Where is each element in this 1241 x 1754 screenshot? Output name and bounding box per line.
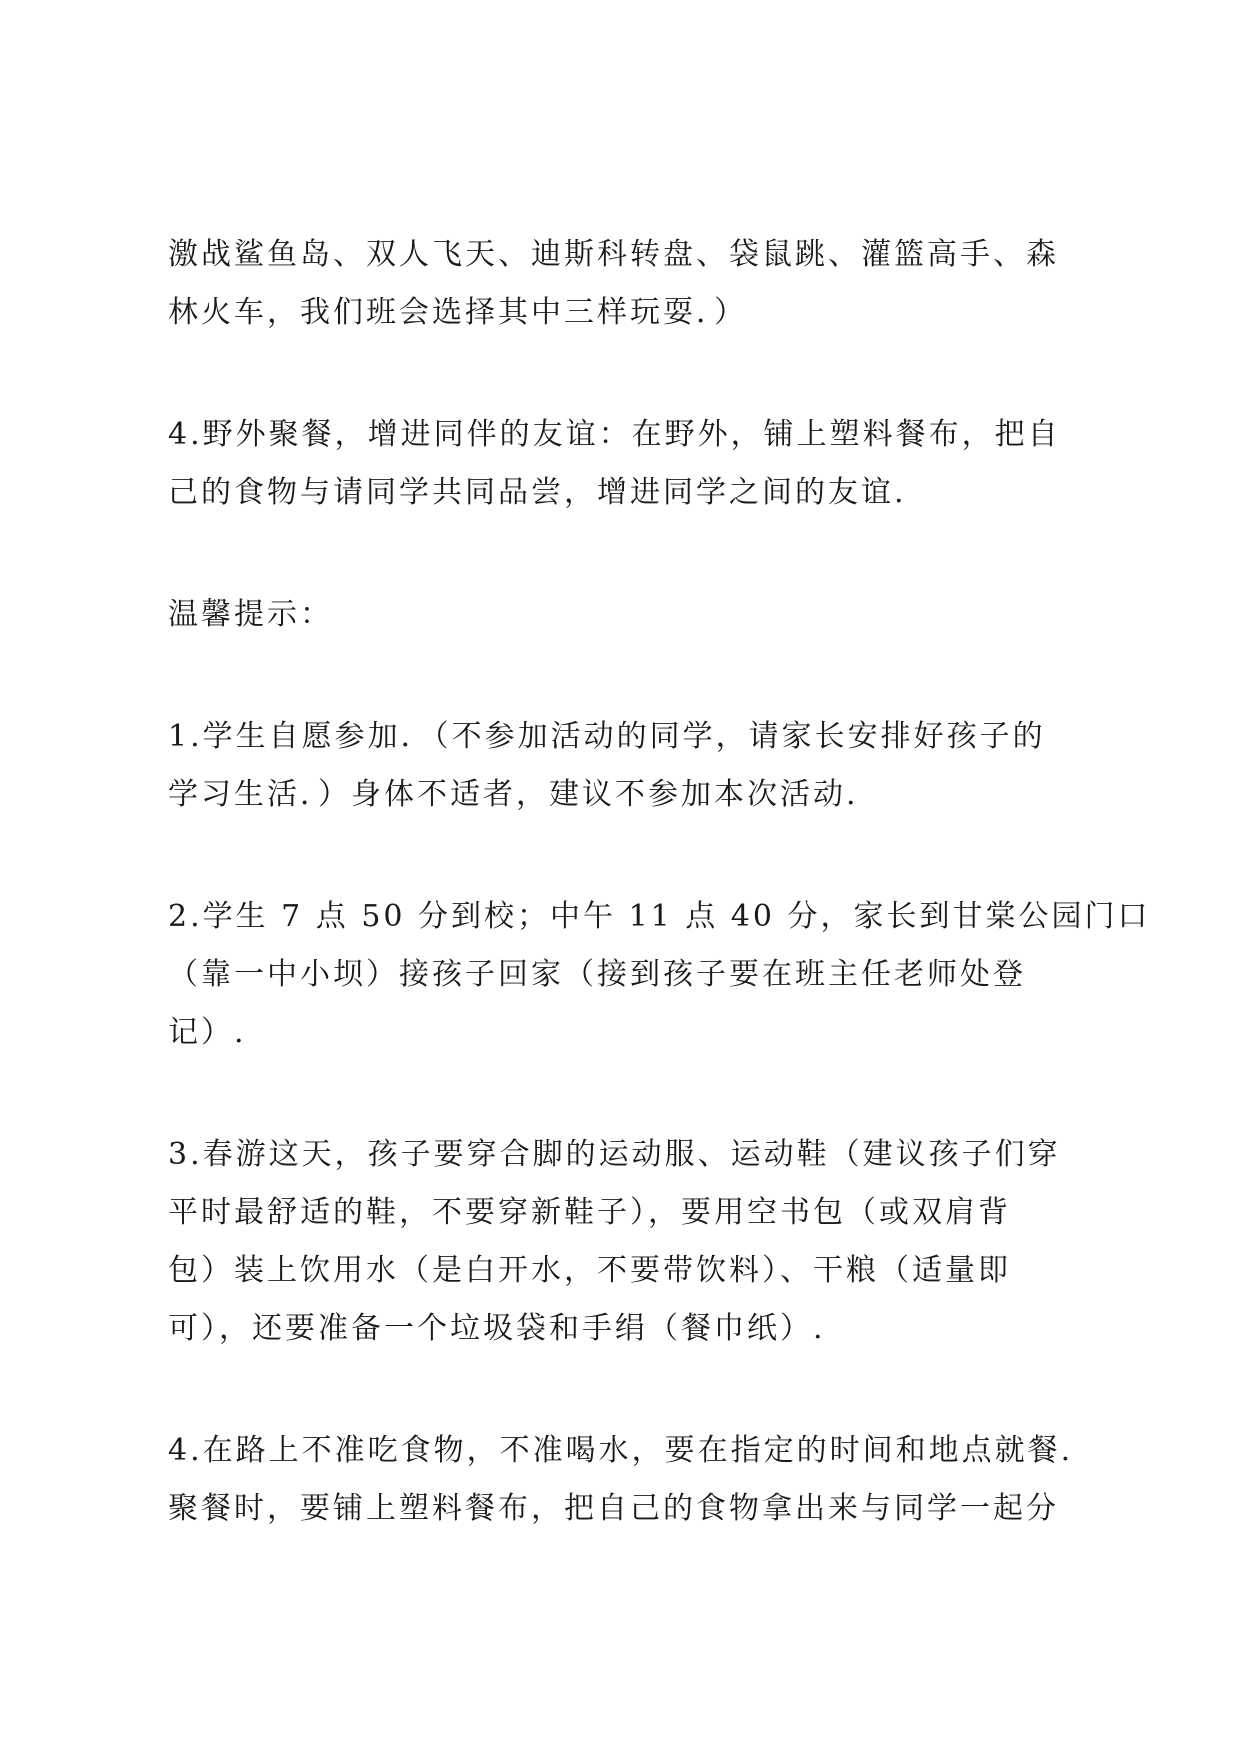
tip-item-2 [168,888,1151,1062]
paragraph-line: 3.春游这天，孩子要穿合脚的运动服、运动鞋（建议孩子们穿 [168,1137,1061,1172]
tip-item-3 [168,1126,1078,1358]
paragraph-line: 林火车，我们班会选择其中三样玩耍．） [168,295,747,330]
paragraph-picnic [168,406,1078,522]
paragraph-line: 记）. [168,1015,247,1050]
paragraph-line: 2.学生 7 点 50 分到校；中午 11 点 40 分，家长到甘棠公园门口 [168,899,1151,934]
paragraph-line: 4.野外聚餐，增进同伴的友谊：在野外，铺上塑料餐布，把自 [168,417,1061,452]
paragraph-line: 学习生活．）身体不适者，建议不参加本次活动. [168,777,859,812]
heading-text: 温馨提示： [168,597,333,632]
paragraph-activities-list [168,226,1078,342]
paragraph-line: 平时最舒适的鞋，不要穿新鞋子），要用空书包（或双肩背 [168,1195,1011,1230]
paragraph-line: 4.在路上不准吃食物，不准喝水，要在指定的时间和地点就餐. [168,1433,1074,1468]
document-body [168,226,1151,1602]
paragraph-line: 1.学生自愿参加．（不参加活动的同学，请家长安排好孩子的 [168,719,1046,754]
paragraph-line: 包）装上饮用水（是白开水，不要带饮料）、干粮（适量即 [168,1253,1011,1288]
paragraph-line: 激战鲨鱼岛、双人飞天、迪斯科转盘、袋鼠跳、灌篮高手、森 [168,237,1059,272]
paragraph-line: （靠一中小坝）接孩子回家（接到孩子要在班主任老师处登 [168,957,1026,992]
section-heading-tips [168,586,1078,644]
tip-item-1 [168,708,1078,824]
paragraph-line: 己的食物与请同学共同品尝，增进同学之间的友谊. [168,475,907,510]
tip-item-4 [168,1422,1078,1538]
paragraph-line: 可），还要准备一个垃圾袋和手绢（餐巾纸）. [168,1311,826,1346]
paragraph-line: 聚餐时，要铺上塑料餐布，把自己的食物拿出来与同学一起分 [168,1491,1059,1526]
